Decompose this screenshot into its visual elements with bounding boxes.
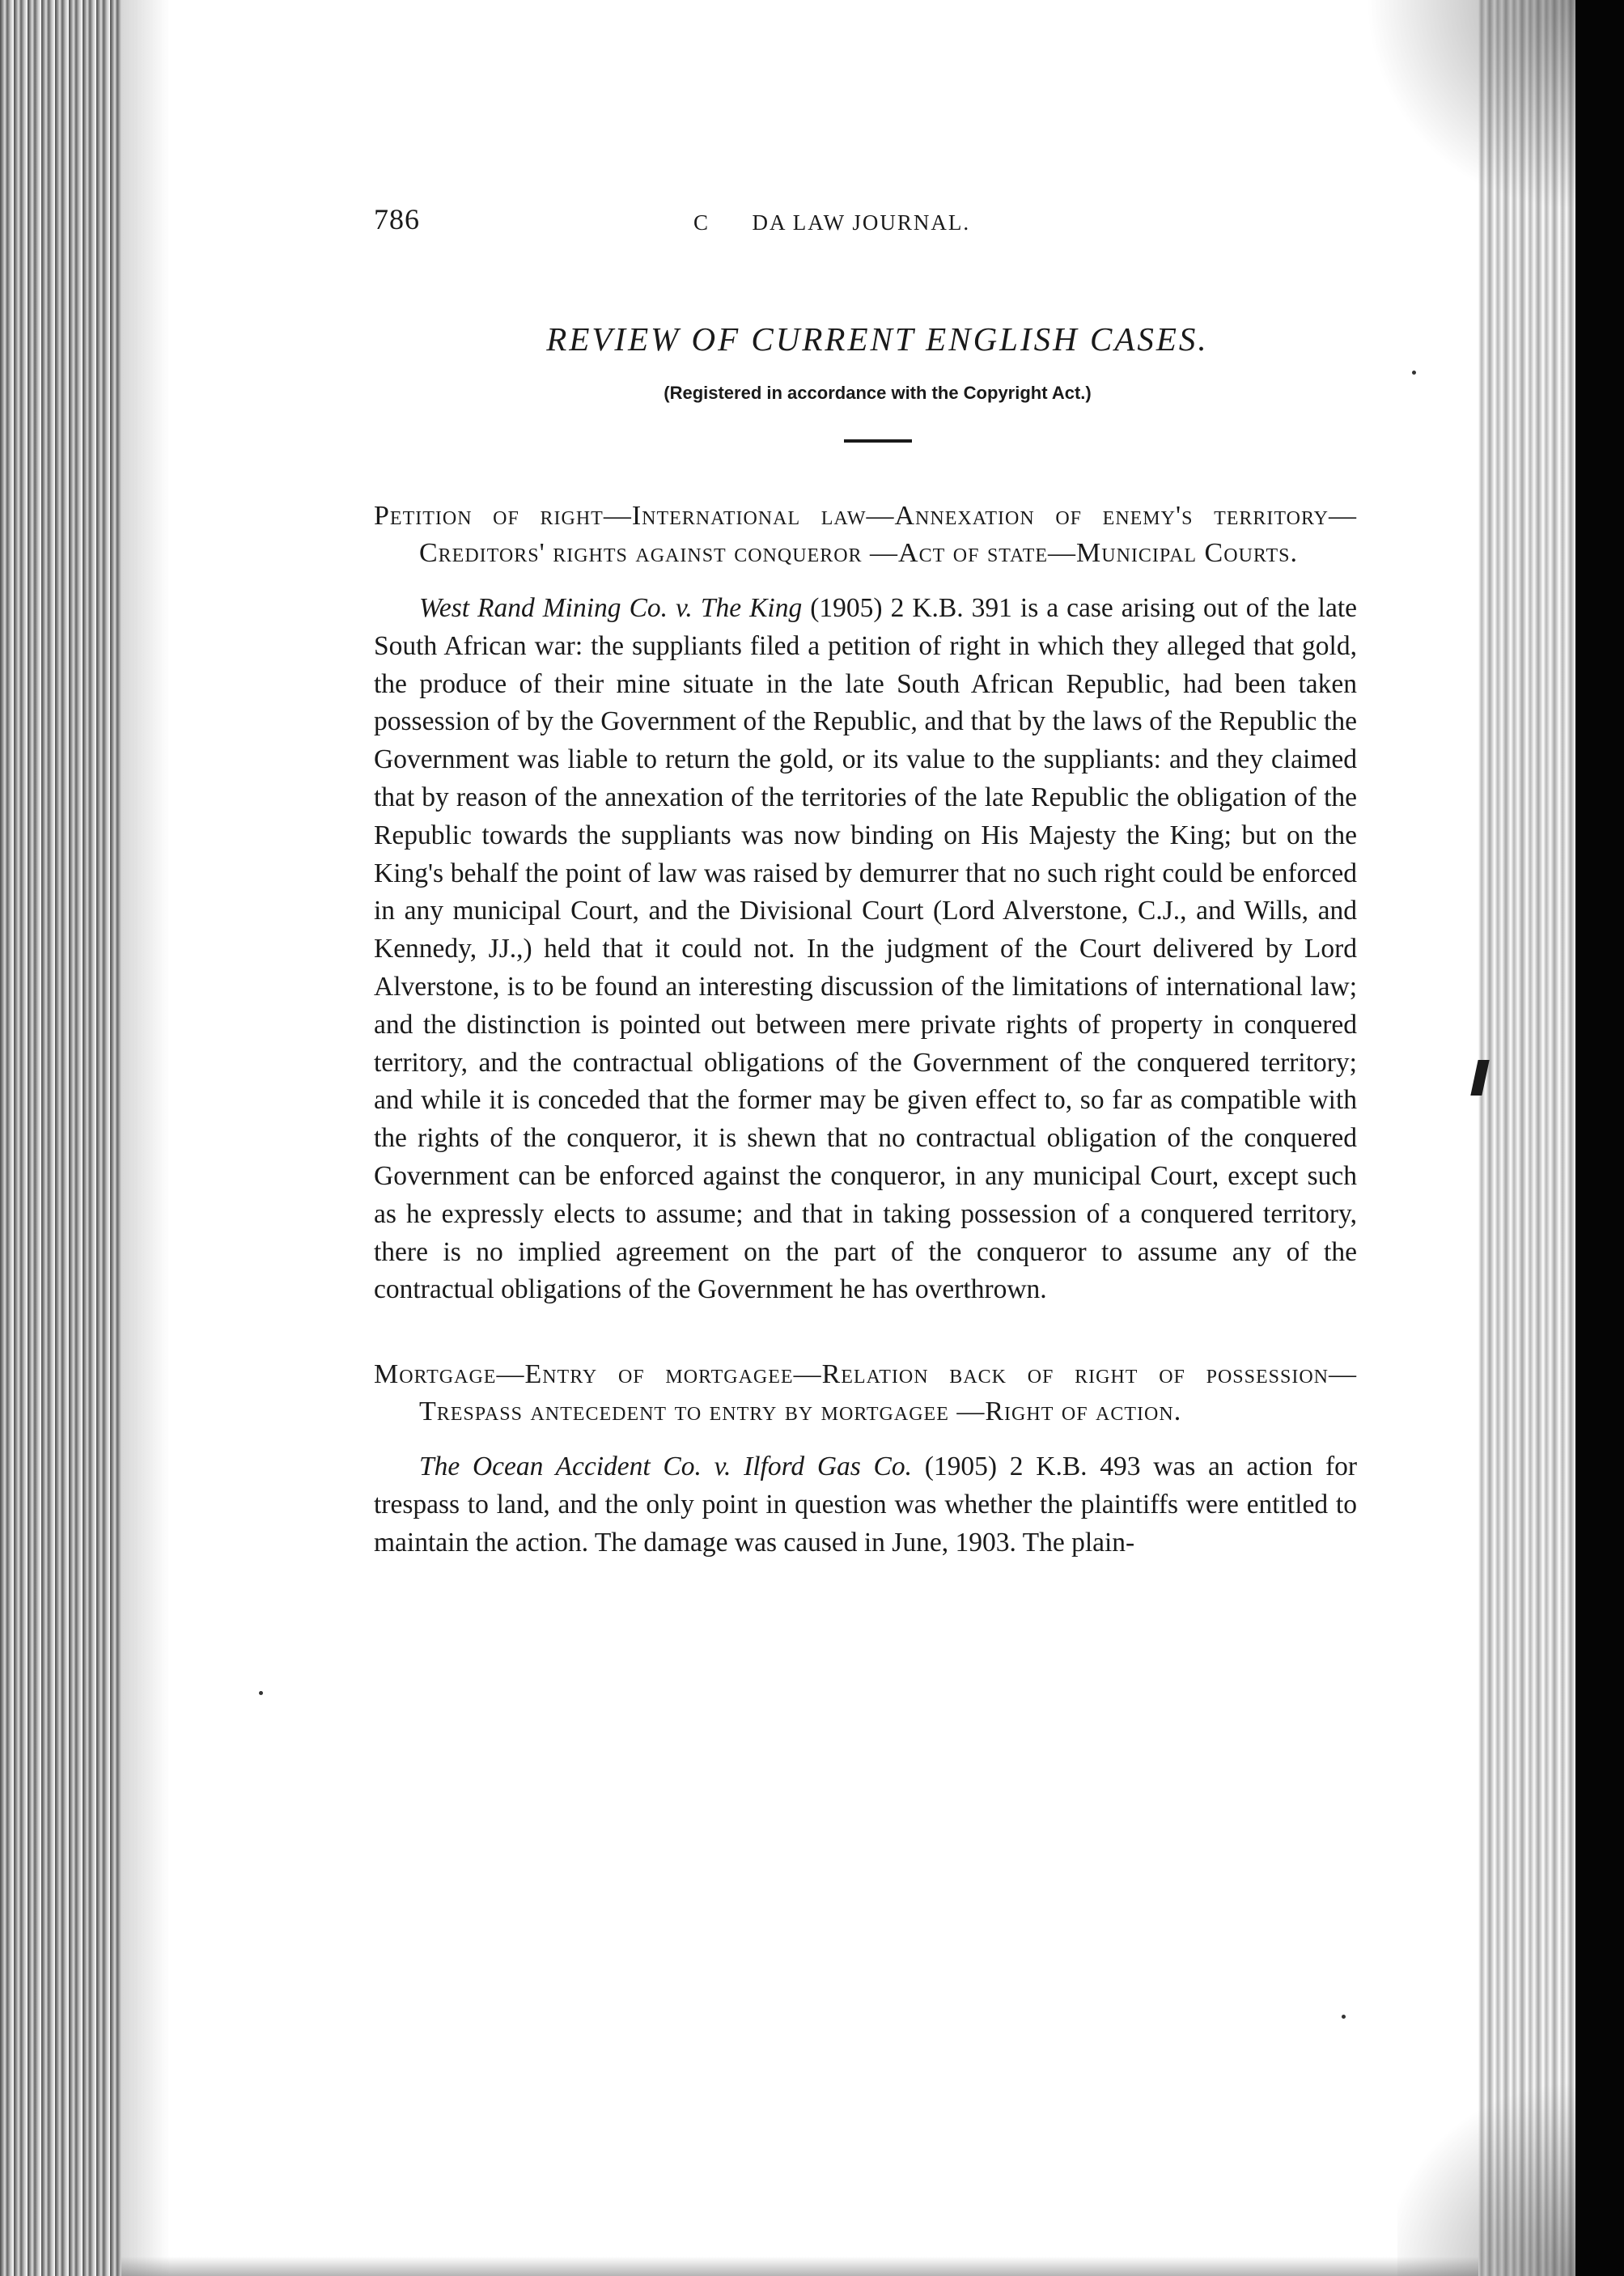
case-summary xyxy=(374,1448,1357,1562)
journal-name: C DA LAW JOURNAL. xyxy=(693,210,971,235)
section-rule xyxy=(844,439,912,443)
case-name: The Ocean Accident Co. v. Ilford Gas Co. xyxy=(419,1452,913,1482)
headnote: Petition of right—International law—Annexation of enemy's territory—Creditors' rights against conqueror —Act of state—Municipal Courts. xyxy=(374,501,1357,568)
page-number: 786 xyxy=(374,203,420,235)
copyright-note: (Registered in accordance with the Copyright Act.) xyxy=(664,383,1092,403)
scan-bottom-edge xyxy=(121,2257,1478,2276)
journal-page xyxy=(374,202,1357,1562)
running-head xyxy=(374,202,1357,251)
case-body: (1905) 2 K.B. 493 was an action for trespass to land, and the only point in question was whether the plaintiffs were entitled to maintain the action. The damage was caused in June, 1903. The plain- xyxy=(374,1452,1358,1558)
speck xyxy=(259,1691,263,1695)
speck xyxy=(1412,371,1416,375)
case-summary xyxy=(374,590,1357,1309)
scan-shadow-left xyxy=(0,0,121,2276)
headnote: Mortgage—Entry of mortgagee—Relation back of right of possession—Trespass antecedent to entry by mortgagee —Right of action. xyxy=(374,1359,1357,1427)
case-name: West Rand Mining Co. v. The King xyxy=(419,593,803,623)
scan-shadow-right xyxy=(1575,0,1624,2276)
case-body: (1905) 2 K.B. 391 is a case arising out of the late South African war: the suppliants filed a petition of right in which they alleged that gold, the produce of their mine situate in the late South African Republic, had been taken possession of by the Government of the Republic, and that by the laws of the Republic the Government was liable to return the gold, or its value to the suppliants: and they claimed that by reason of the annexation of the territories of the late Republic the obligation of the Republic towards the suppliants was now binding on His Majesty the King; but on the King's behalf the point of law was raised by demurrer that no such right could be enforced in any municipal Court, and the Divisional Court (Lord Alverstone, C.J., and Wills, and Kennedy, JJ.,) held that it could not. In the judgment of the Court delivered by Lord Alverstone, is to be found an interesting discussion of the limitations of international law; and the distinction is pointed out between mere private rights of property in conquered territory, and the contractual obligations of the Government of the conquered territory; and while it is conceded that the former may be given effect to, so far as compatible with the rights of the conqueror, it is shewn that no contractual obligation of the conquered Government can be enforced against the conqueror, in any municipal Court, except such as he expressly elects to assume; and that in taking possession of a conquered territory, there is no implied agreement on the part of the conqueror to assume any of the contractual obligations of the Government he has overthrown. xyxy=(374,593,1358,1305)
scan-corner-top-right xyxy=(1365,0,1575,210)
speck xyxy=(1342,2015,1346,2019)
scan-corner-bottom-right xyxy=(1397,2066,1575,2276)
scan-grain-right xyxy=(1478,0,1575,2276)
section-title: REVIEW OF CURRENT ENGLISH CASES. xyxy=(546,320,1209,358)
